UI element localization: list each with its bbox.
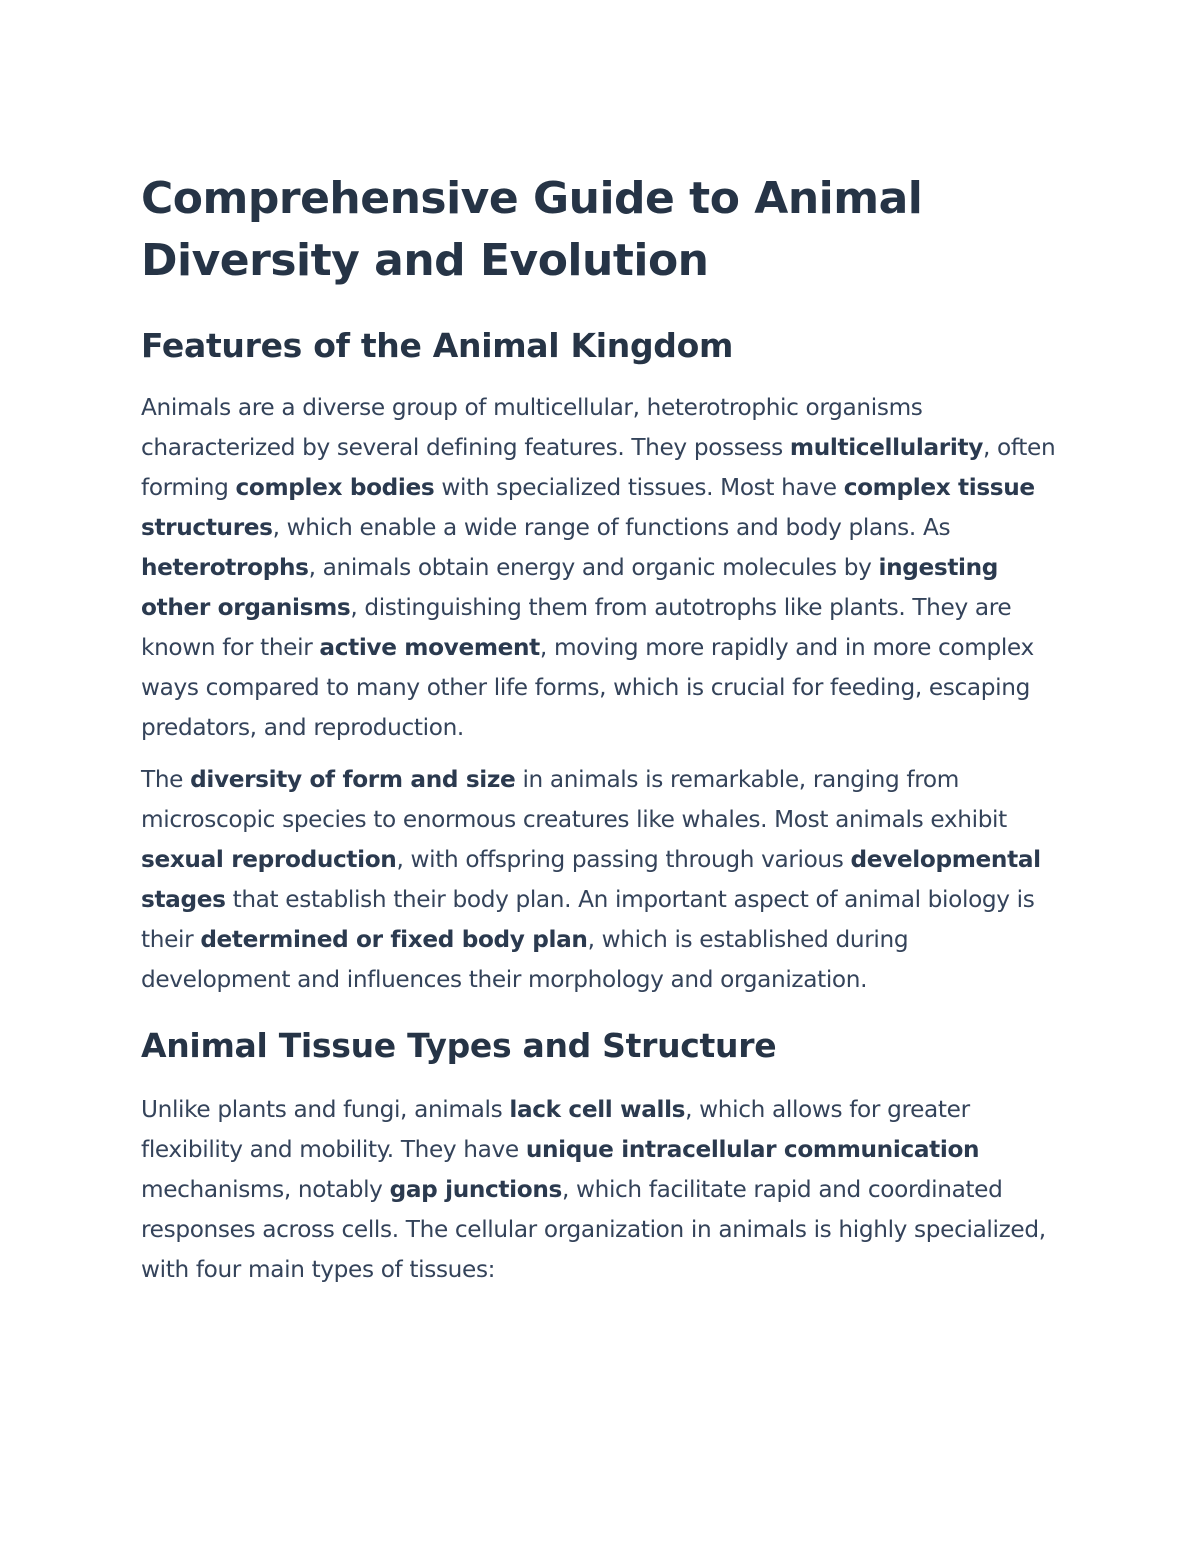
section-heading-features: Features of the Animal Kingdom [141,326,734,365]
bold-term: ingesting other organisms [141,554,999,621]
bold-term: determined or fixed body plan [200,926,588,953]
bold-term: lack cell walls [509,1096,686,1123]
bold-term: complex bodies [235,474,435,501]
bold-term: multicellularity [789,434,983,461]
section-heading-tissue-types: Animal Tissue Types and Structure [141,1026,777,1065]
paragraph-tissue-intro: Unlike plants and fungi, animals lack cell walls, which allows for greater flexibility and mobility. They have unique intracellular communication mechanisms, notably gap junctions, which facilitate rapid and coordinated responses across cells. The cellular organization in animals is highly specialized, with four main types of tissues: [141,1096,1046,1283]
bold-term: gap junctions [389,1176,562,1203]
document-title: Comprehensive Guide to Animal Diversity and Evolution [141,173,923,286]
bold-term: heterotrophs [141,554,309,581]
document-page [141,168,1061,1290]
bold-term: sexual reproduction [141,846,397,873]
bold-term: complex tissue structures [141,474,1035,541]
paragraph-features-diversity: The diversity of form and size in animals is remarkable, ranging from microscopic species to enormous creatures like whales. Most animals exhibit sexual reproduction, with offspring passing through various developmental stages that establish their body plan. An important aspect of animal biology is their determined or fixed body plan, which is established during development and influences their morphology and organization. [141,766,1041,993]
bold-term: diversity of form and size [190,766,516,793]
paragraph-features-intro: Animals are a diverse group of multicellular, heterotrophic organisms characterized by several defining features. They possess multicellularity, often forming complex bodies with specialized tissues. Most have complex tissue structures, which enable a wide range of functions and body plans. As heterotrophs, animals obtain energy and organic molecules by ingesting other organisms, distinguishing them from autotrophs like plants. They are known for their active movement, moving more rapidly and in more complex ways compared to many other life forms, which is crucial for feeding, escaping predators, and reproduction. [141,394,1056,741]
bold-term: unique intracellular communication [525,1136,980,1163]
bold-term: developmental stages [141,846,1041,913]
bold-term: active movement [319,634,540,661]
